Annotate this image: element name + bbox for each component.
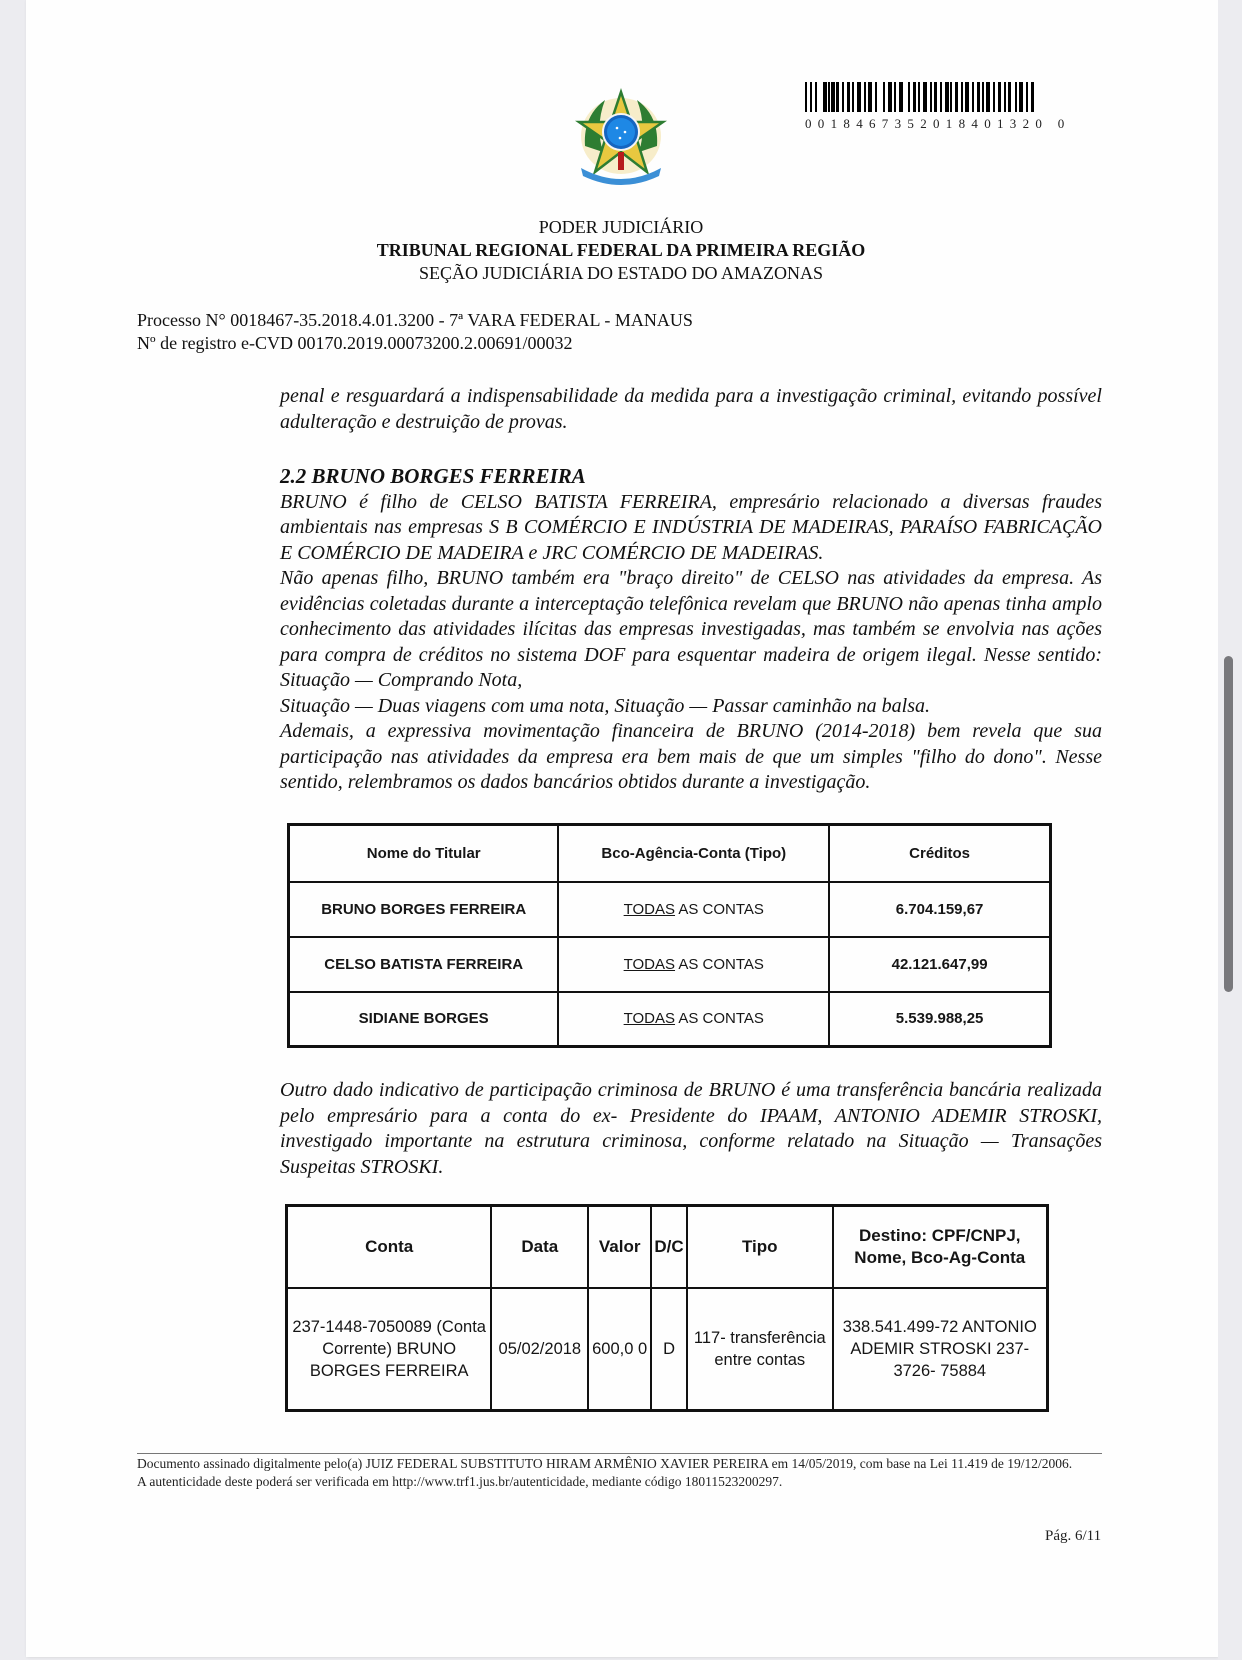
- section-2-2: [280, 464, 1102, 796]
- credits-table: [287, 823, 1052, 1048]
- cell-nome: BRUNO BORGES FERREIRA: [289, 882, 559, 937]
- transfer-table: [285, 1204, 1049, 1412]
- authenticity-note: A autenticidade deste poderá ser verificada em http://www.trf1.jus.br/autenticidade, mediante código 18011523200297.: [137, 1474, 783, 1489]
- brazil-coat-of-arms-icon: [575, 86, 667, 186]
- paragraph-transfer: [280, 1078, 1102, 1180]
- cell-conta: TODAS AS CONTAS: [558, 882, 829, 937]
- paragraph-1: BRUNO é filho de CELSO BATISTA FERREIRA, empresário relacionado a diversas fraudes ambientais nas empresas S B COMÉRCIO E INDÚSTRIA DE MADEIRAS, PARAÍSO FABRICAÇÃO E COMÉRCIO DE MADEIRA e JRC COMÉRCIO DE MADEIRAS.: [280, 490, 1102, 564]
- header-destino: Destino: CPF/CNPJ, Nome, Bco-Ag-Conta: [833, 1206, 1048, 1288]
- header-creditos: Créditos: [829, 825, 1050, 882]
- paragraph-4: Ademais, a expressiva movimentação financeira de BRUNO (2014-2018) bem revela que sua participação nas atividades da empresa era bem mais de que um simples "filho do dono". Nesse sentido, relembramos os dados bancários obtidos durante a investigação.: [280, 720, 1102, 793]
- cell-valor: 600,0 0: [588, 1288, 651, 1411]
- court-line-1: PODER JUDICIÁRIO: [538, 217, 704, 237]
- cell-creditos: 42.121.647,99: [829, 937, 1050, 992]
- table-row: [289, 882, 1051, 937]
- cell-dc: D: [651, 1288, 687, 1411]
- cell-conta: TODAS AS CONTAS: [558, 937, 829, 992]
- cell-tipo: 117- transferência entre contas: [687, 1288, 833, 1411]
- barcode-bars: [805, 82, 1090, 112]
- header-bco-agencia-conta: Bco-Agência-Conta (Tipo): [558, 825, 829, 882]
- court-line-2: TRIBUNAL REGIONAL FEDERAL DA PRIMEIRA REGIÃO: [376, 240, 866, 260]
- paragraph-2: Não apenas filho, BRUNO também era "braço direito" de CELSO nas atividades da empresa. As evidências coletadas durante a interceptação telefônica revelam que BRUNO não apenas tinha amplo conhecimento das atividades ilícitas das empresas investigadas, mas também se envolvia nas ações para compra de créditos no sistema DOF para esquentar madeira de origem ilegal. Nesse sentido: Situação — Comprando Nota,: [280, 567, 1102, 691]
- header-tipo: Tipo: [687, 1206, 833, 1288]
- registration-number: Nº de registro e-CVD 00170.2019.00073200.2.00691/00032: [137, 333, 573, 353]
- header-conta: Conta: [287, 1206, 492, 1288]
- paragraph-5: Outro dado indicativo de participação criminosa de BRUNO é uma transferência bancária realizada pelo empresário para a conta do ex- Presidente do IPAAM, ANTONIO ADEMIR STROSKI, investigado importante na estrutura criminosa, conforme relatado na Situação — Transações Suspeitas STROSKI.: [280, 1079, 1102, 1178]
- intro-paragraph: [280, 384, 1102, 435]
- table-row: [287, 1288, 1048, 1411]
- court-line-3: SEÇÃO JUDICIÁRIA DO ESTADO DO AMAZONAS: [418, 263, 824, 283]
- cell-conta: TODAS AS CONTAS: [558, 992, 829, 1047]
- cell-creditos: 6.704.159,67: [829, 882, 1050, 937]
- header-data: Data: [491, 1206, 588, 1288]
- barcode: [805, 82, 1090, 132]
- signature-note: Documento assinado digitalmente pelo(a) JUIZ FEDERAL SUBSTITUTO HIRAM ARMÊNIO XAVIER PEREIRA em 14/05/2019, com base na Lei 11.419 de 19/12/2006.: [137, 1456, 1073, 1471]
- table-header-row: [287, 1206, 1048, 1288]
- table-row: [289, 992, 1051, 1047]
- footer-divider: [137, 1453, 1102, 1454]
- section-heading: 2.2 BRUNO BORGES FERREIRA: [280, 464, 586, 488]
- footer: [137, 1455, 1107, 1491]
- table-row: [289, 937, 1051, 992]
- cell-conta: 237-1448-7050089 (Conta Corrente) BRUNO BORGES FERREIRA: [287, 1288, 492, 1411]
- process-number: Processo N° 0018467-35.2018.4.01.3200 - 7ª VARA FEDERAL - MANAUS: [137, 310, 693, 330]
- cell-destino: 338.541.499-72 ANTONIO ADEMIR STROSKI 237-3726- 75884: [833, 1288, 1048, 1411]
- scrollbar-thumb[interactable]: [1224, 656, 1233, 992]
- cell-nome: SIDIANE BORGES: [289, 992, 559, 1047]
- paragraph-3: Situação — Duas viagens com uma nota, Situação — Passar caminhão na balsa.: [280, 694, 930, 717]
- barcode-digits: 0018467352018401320 0: [805, 116, 1071, 131]
- process-info: [137, 309, 693, 355]
- cell-data: 05/02/2018: [491, 1288, 588, 1411]
- header-nome-titular: Nome do Titular: [289, 825, 559, 882]
- page-number: Pág. 6/11: [1045, 1528, 1102, 1544]
- cell-nome: CELSO BATISTA FERREIRA: [289, 937, 559, 992]
- header-dc: D/C: [651, 1206, 687, 1288]
- header-valor: Valor: [588, 1206, 651, 1288]
- cell-creditos: 5.539.988,25: [829, 992, 1050, 1047]
- table-header-row: [289, 825, 1051, 882]
- paragraph-intro: penal e resguardará a indispensabilidade da medida para a investigação criminal, evitando possível adulteração e destruição de provas.: [280, 385, 1102, 433]
